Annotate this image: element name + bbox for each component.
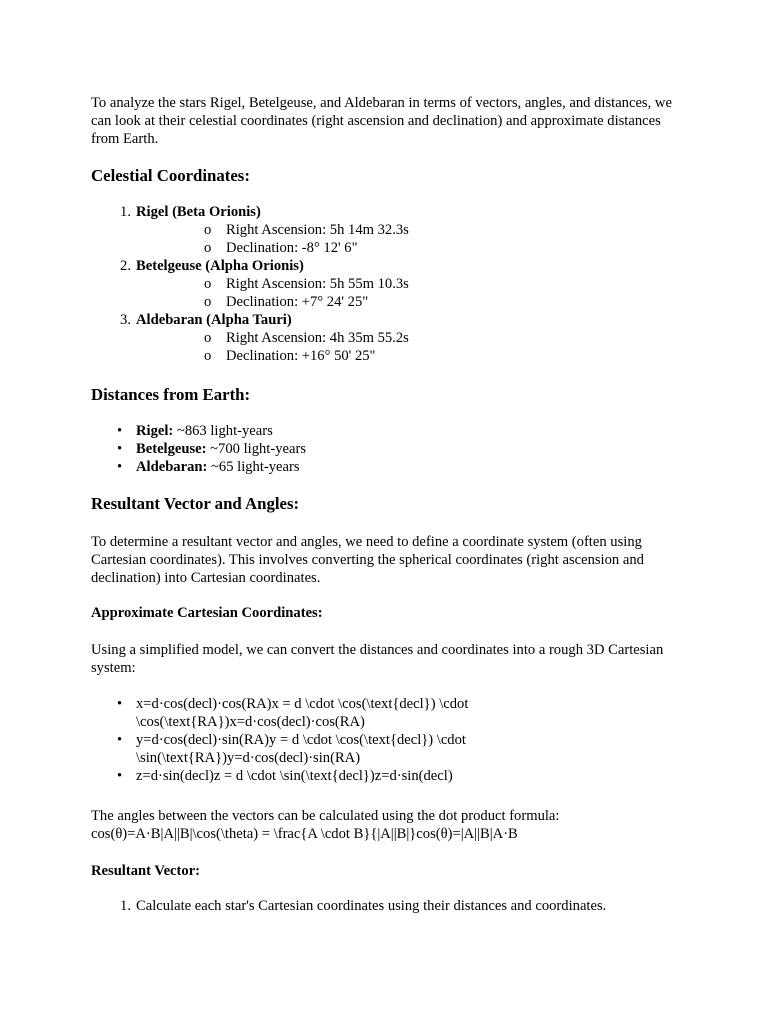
right-ascension-item xyxy=(136,275,681,293)
celestial-coordinates-heading: Celestial Coordinates: xyxy=(91,166,250,185)
resultant-steps-list xyxy=(91,897,681,915)
right-ascension-item xyxy=(136,221,681,239)
declination-item xyxy=(136,347,681,365)
distance-item xyxy=(91,458,681,476)
star-coordinates xyxy=(136,275,681,311)
star-name: Aldebaran (Alpha Tauri) xyxy=(136,312,292,328)
formula-item-x xyxy=(91,695,681,731)
step-item xyxy=(91,897,681,915)
right-ascension-text: Right Ascension: 5h 55m 10.3s xyxy=(226,276,409,292)
step-text: Calculate each star's Cartesian coordinates using their distances and coordinates. xyxy=(136,898,607,914)
bullet-icon: • xyxy=(117,459,123,475)
formula-text: x=d·cos(decl)·cos(RA)x = d \cdot \cos(\text{decl}) \cdot \cos(\text{RA})x=d·cos(decl)·cos(RA) xyxy=(136,696,469,730)
distance-value: ~65 light-years xyxy=(207,459,300,475)
resultant-vector-angles-heading: Resultant Vector and Angles: xyxy=(91,494,300,513)
right-ascension-text: Right Ascension: 4h 35m 55.2s xyxy=(226,330,409,346)
star-name: Betelgeuse (Alpha Orionis) xyxy=(136,258,304,274)
star-item-betelgeuse xyxy=(91,257,681,311)
bullet-icon: • xyxy=(117,732,123,748)
circle-bullet-icon: o xyxy=(204,222,212,238)
bullet-icon: • xyxy=(117,768,123,784)
declination-text: Declination: +7° 24' 25" xyxy=(226,294,369,310)
distance-value: ~700 light-years xyxy=(206,441,307,457)
circle-bullet-icon: o xyxy=(204,276,212,292)
star-item-aldebaran xyxy=(91,311,681,365)
bullet-icon: • xyxy=(117,441,123,457)
star-item-rigel xyxy=(91,203,681,257)
star-coordinates xyxy=(136,329,681,365)
formula-text: z=d·sin(decl)z = d \cdot \sin(\text{decl})z=d·sin(decl) xyxy=(136,768,453,784)
star-label: Rigel: xyxy=(136,423,174,439)
formula-text: y=d·cos(decl)·sin(RA)y = d \cdot \cos(\text{decl}) \cdot \sin(\text{RA})y=d·cos(decl)·sin(RA) xyxy=(136,732,466,766)
bullet-icon: • xyxy=(117,423,123,439)
intro-paragraph: To analyze the stars Rigel, Betelgeuse, and Aldebaran in terms of vectors, angles, and distances, we can look at their celestial coordinates (right ascension and declination) and approximate distances from Earth. xyxy=(91,95,672,147)
star-label: Aldebaran: xyxy=(136,459,208,475)
distances-heading: Distances from Earth: xyxy=(91,385,251,404)
cartesian-coordinates-heading: Approximate Cartesian Coordinates: xyxy=(91,605,323,621)
right-ascension-text: Right Ascension: 5h 14m 32.3s xyxy=(226,222,409,238)
list-number: 1. xyxy=(120,898,131,914)
dot-product-formula: cos(θ)=A·B|A||B|\cos(\theta) = \frac{A \cdot B}{|A||B|}cos(θ)=|A||B|A·B xyxy=(91,826,518,842)
declination-item xyxy=(136,239,681,257)
formula-item-z xyxy=(91,767,681,785)
circle-bullet-icon: o xyxy=(204,294,212,310)
circle-bullet-icon: o xyxy=(204,330,212,346)
list-number: 3. xyxy=(120,312,131,328)
resultant-paragraph: To determine a resultant vector and angles, we need to define a coordinate system (often using Cartesian coordinates). This involves converting the spherical coordinates (right ascension and declination) into Cartesian coordinates. xyxy=(91,534,644,586)
distance-value: ~863 light-years xyxy=(173,423,273,439)
dot-product-paragraph xyxy=(91,807,681,843)
list-number: 2. xyxy=(120,258,131,274)
right-ascension-item xyxy=(136,329,681,347)
star-label: Betelgeuse: xyxy=(136,441,207,457)
formula-item-y xyxy=(91,731,681,767)
dot-product-intro: The angles between the vectors can be calculated using the dot product formula: xyxy=(91,808,560,824)
resultant-vector-heading: Resultant Vector: xyxy=(91,863,201,879)
distance-item xyxy=(91,422,681,440)
circle-bullet-icon: o xyxy=(204,348,212,364)
list-number: 1. xyxy=(120,204,131,220)
celestial-star-list xyxy=(91,203,681,365)
formula-list xyxy=(91,695,681,785)
distance-item xyxy=(91,440,681,458)
distance-list xyxy=(91,422,681,476)
declination-item xyxy=(136,293,681,311)
cartesian-paragraph: Using a simplified model, we can convert the distances and coordinates into a rough 3D Cartesian system: xyxy=(91,642,664,676)
star-coordinates xyxy=(136,221,681,257)
declination-text: Declination: -8° 12' 6" xyxy=(226,240,358,256)
circle-bullet-icon: o xyxy=(204,240,212,256)
star-name: Rigel (Beta Orionis) xyxy=(136,204,261,220)
bullet-icon: • xyxy=(117,696,123,712)
declination-text: Declination: +16° 50' 25" xyxy=(226,348,376,364)
